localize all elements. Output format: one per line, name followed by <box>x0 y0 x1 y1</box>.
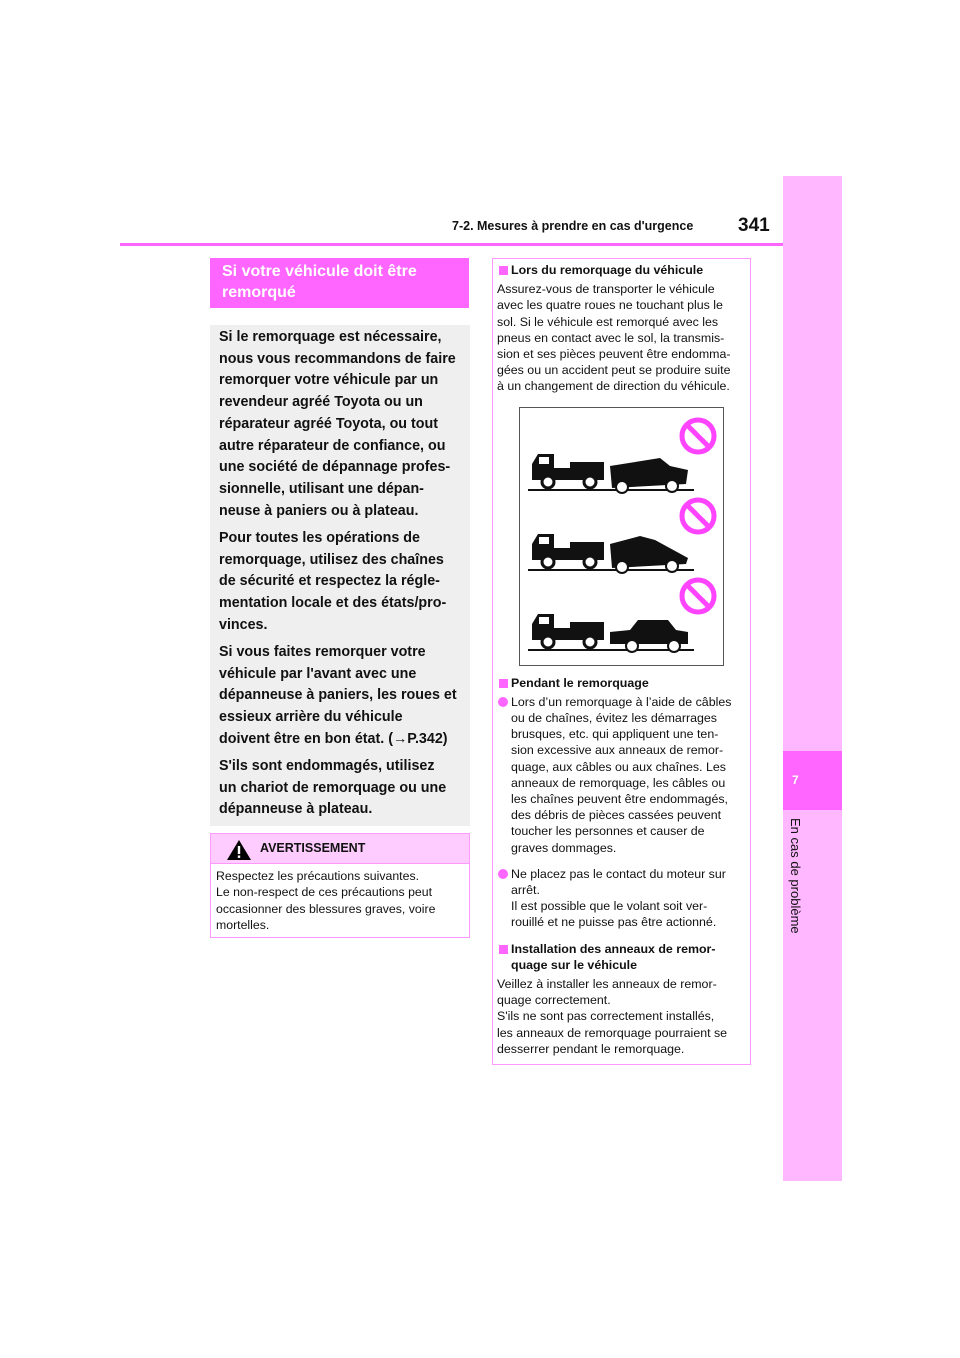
chapter-title: En cas de problème <box>788 818 803 934</box>
warning-triangle-icon <box>226 839 252 861</box>
prohibited-icon <box>682 420 714 452</box>
page-number: 341 <box>738 215 770 236</box>
intro-paragraph: Si vous faites remorquer votre véhicule par l'avant avec une dépanneuse à paniers, les roues et essieux arrière du véhicule doivent être en bon état. (→P.342) <box>219 643 457 747</box>
tow-scenario-3 <box>528 580 714 652</box>
section-header: 7-2. Mesures à prendre en cas d'urgence <box>452 219 694 233</box>
towing-text: Assurez-vous de transporter le véhicule avec les quatre roues ne touchant plus le sol. Si le véhicule est remorqué avec les pneus en contact avec le sol, la transmis- sion et ses pièces peuvent être endomma- gées ou un accident peut se produire suite à un changement de direction du véhicule. <box>497 282 731 394</box>
towing-illustration <box>519 407 724 666</box>
prohibited-icon <box>682 500 714 532</box>
heading-towing: Lors du remorquage du véhicule <box>497 262 746 278</box>
intro-paragraph: Si le remorquage est nécessaire, nous vous recommandons de faire remorquer votre véhicule par un revendeur agréé Toyota ou un réparateur agréé Toyota, ou tout autre réparateur de confiance, ou une société de dépannage profes- sionnelle, utilisant une dépan- neuse à paniers ou à plateau. <box>219 329 456 519</box>
chapter-side-tab <box>783 176 842 1181</box>
intro-paragraph: Pour toutes les opérations de remorquage, utilisez des chaînes de sécurité et respectez la régle- mentation locale et des états/pro- vinces. <box>219 529 447 633</box>
heading-during-towing: Pendant le remorquage <box>497 675 746 691</box>
bullet-item: Ne placez pas le contact du moteur sur arrêt. Il est possible que le volant soit ver- rouillé et ne puisse pas être actionné. <box>497 866 746 931</box>
tow-scenario-2 <box>528 500 714 573</box>
prohibited-icon <box>682 580 714 612</box>
tow-eyelet-text: Veillez à installer les anneaux de remor- quage correctement. S'ils ne sont pas correctement installés, les anneaux de remorquage pourraient se desserrer pendant le remorquage. <box>497 977 728 1056</box>
tow-scenario-1 <box>528 420 714 493</box>
intro-paragraph: S'ils sont endommagés, utilisez un chariot de remorquage ou une dépanneuse à plateau. <box>219 757 447 818</box>
section-title: Si votre véhicule doit être remorqué <box>210 258 469 308</box>
heading-tow-eyelet: Installation des anneaux de remor- quage sur le véhicule <box>497 941 746 973</box>
header-rule <box>120 243 783 246</box>
warning-box <box>210 833 470 938</box>
towing-info-box <box>492 258 751 1065</box>
warning-label: AVERTISSEMENT <box>260 841 366 855</box>
chapter-number: 7 <box>792 773 799 787</box>
warning-text: Respectez les précautions suivantes. Le non-respect de ces précautions peut occasionner des blessures graves, voire mortelles. <box>216 869 436 932</box>
intro-box <box>210 325 470 826</box>
chapter-number-tab <box>783 751 842 810</box>
bullet-item: Lors d’un remorquage à l’aide de câbles ou de chaînes, évitez les démarrages brusques, etc. qui appliquent une ten- sion excessive aux anneaux de remor- quage, aux câbles ou aux chaînes. Les anneaux de remorquage, les câbles ou les chaînes peuvent être endommagés, des débris de pièces cassées peuvent toucher les personnes et causer de graves dommages. <box>497 694 746 856</box>
warning-header <box>211 834 469 864</box>
